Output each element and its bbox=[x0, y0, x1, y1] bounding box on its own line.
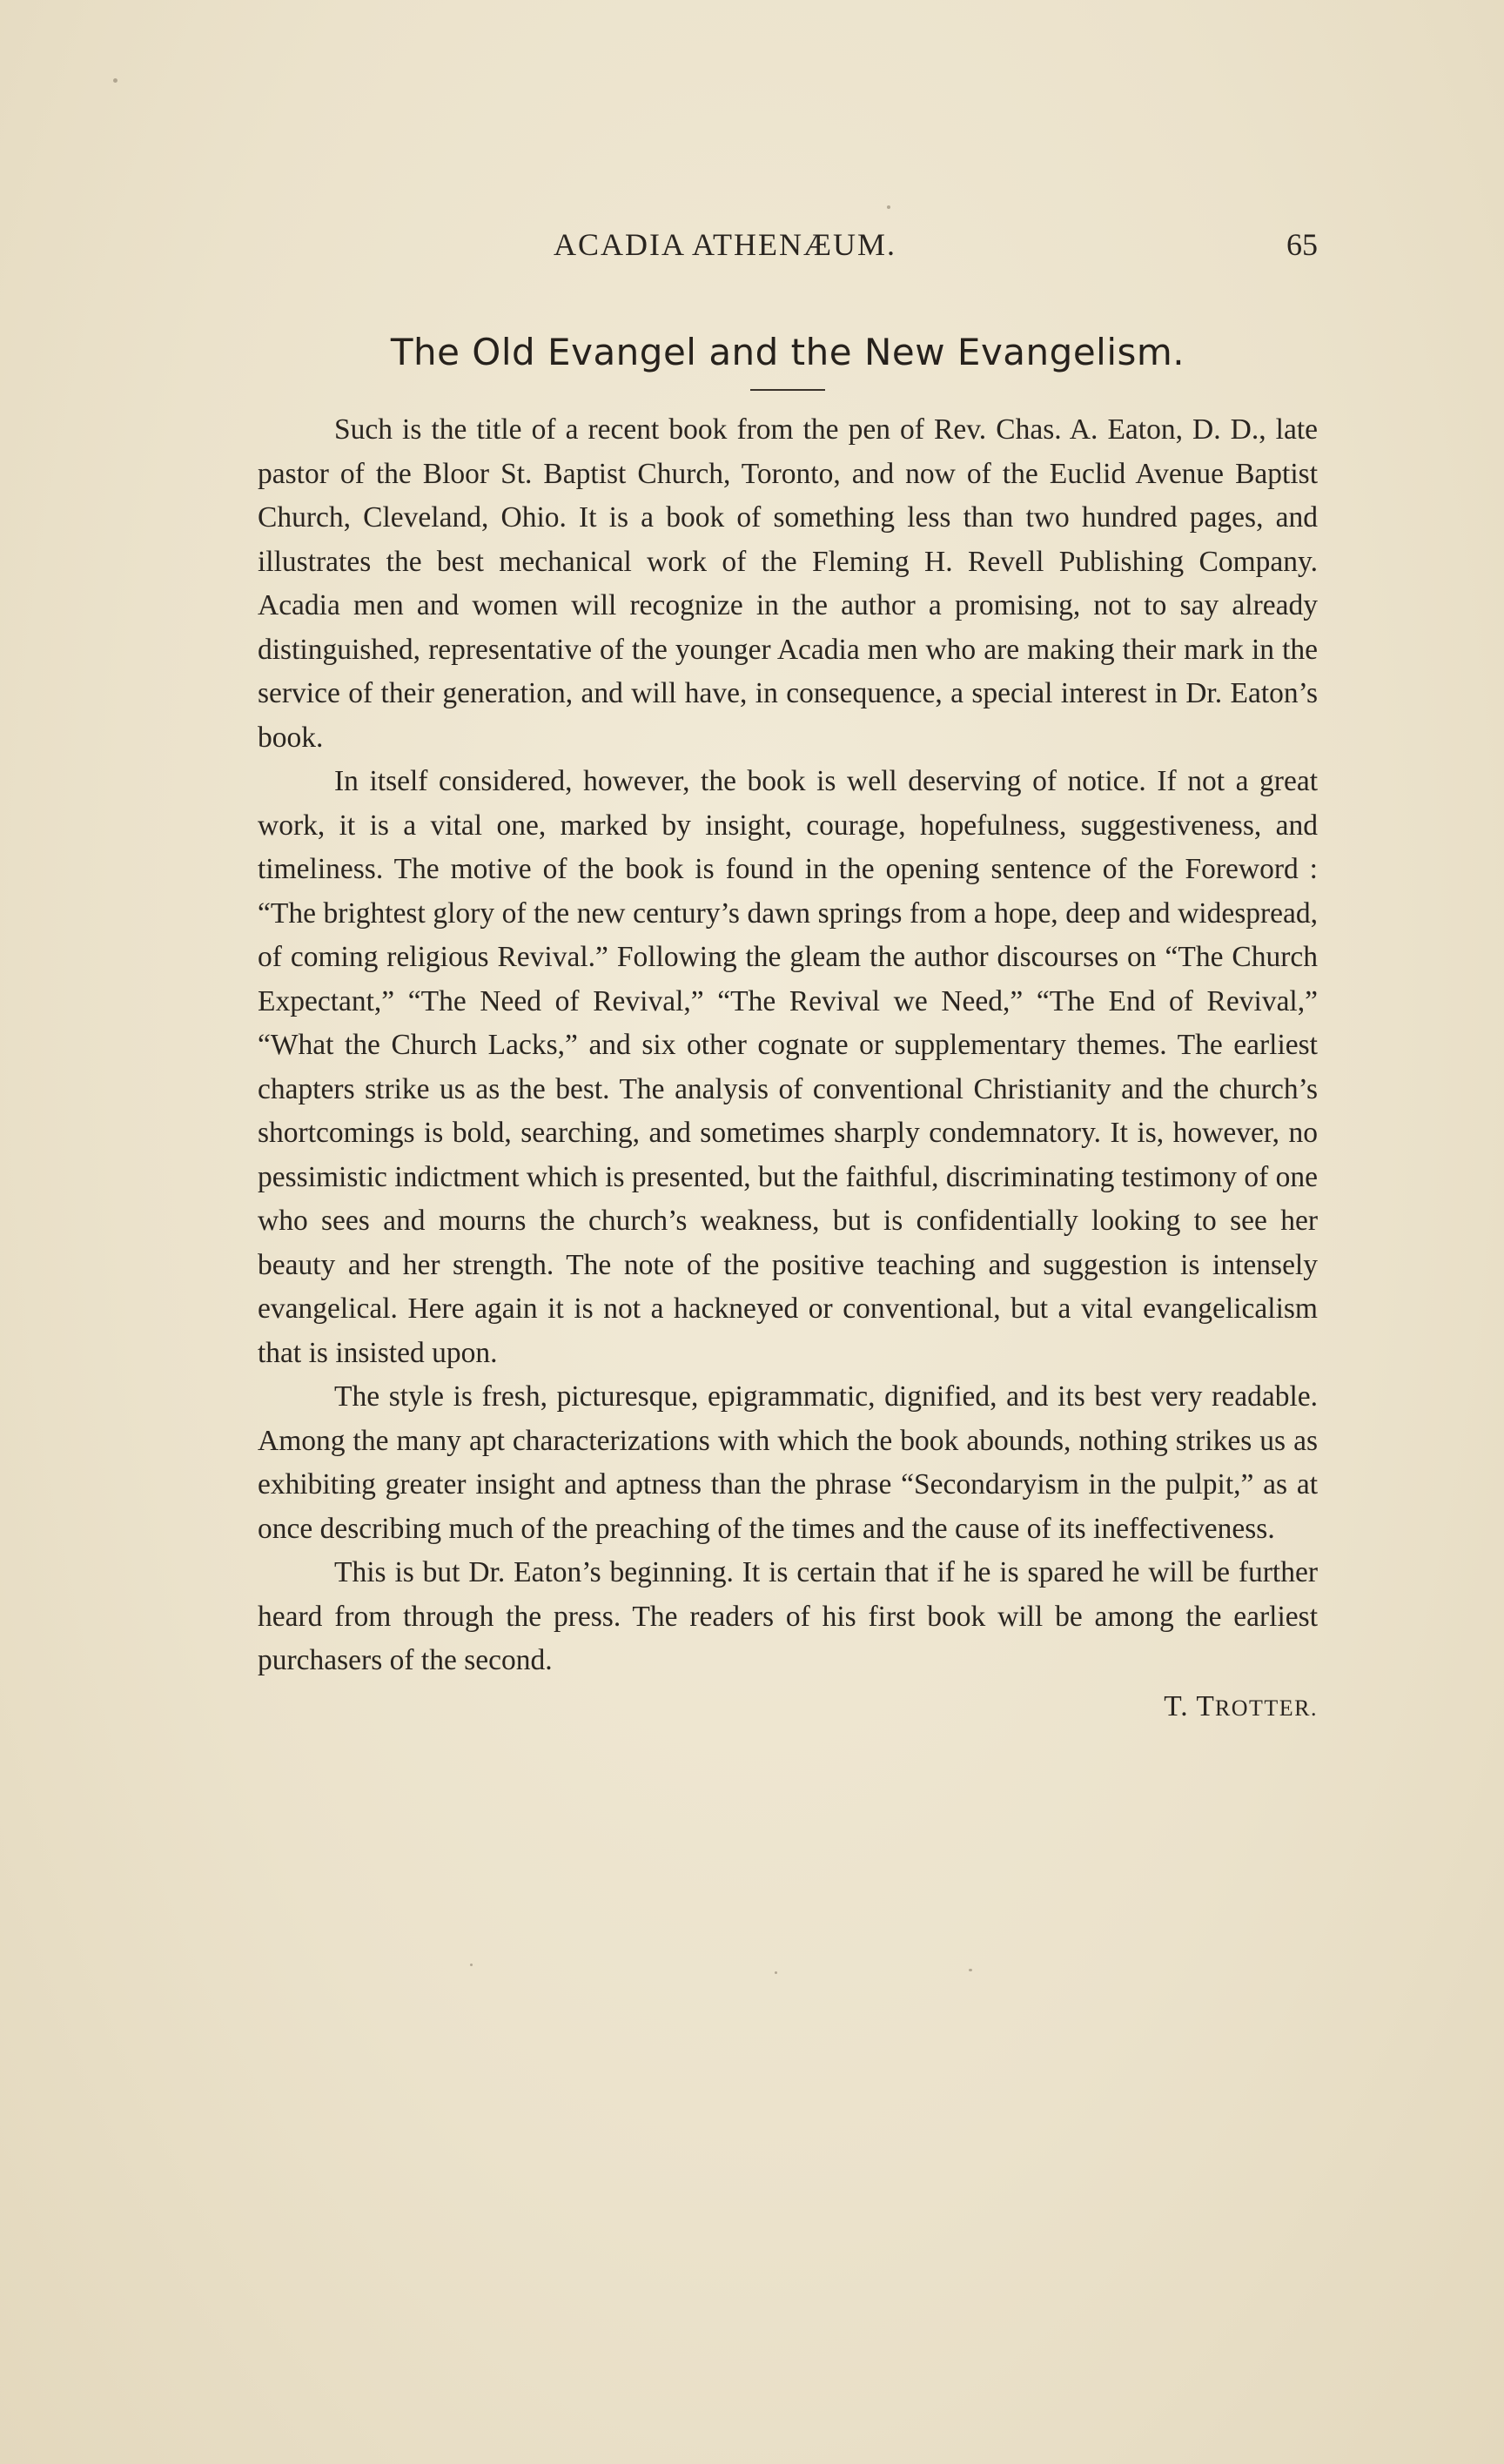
paper-speck bbox=[887, 205, 890, 209]
paper-speck bbox=[113, 78, 118, 83]
signature-initial: T. T bbox=[1164, 1689, 1215, 1722]
page bbox=[258, 226, 1318, 1730]
paragraph-4: This is but Dr. Eaton’s beginning. It is certain that if he is spared he will be further heard from through the press. The readers of his first book will be among the earliest purchasers of the second. bbox=[258, 1556, 1318, 1676]
author-signature bbox=[258, 1685, 1318, 1731]
article-body bbox=[258, 408, 1318, 1683]
page-number: 65 bbox=[1286, 227, 1318, 262]
running-title: ACADIA ATHENÆUM. bbox=[554, 227, 897, 262]
signature-surname: ROTTER. bbox=[1214, 1695, 1318, 1721]
paper-speck bbox=[775, 1971, 777, 1974]
article-title: The Old Evangel and the New Evangelism. bbox=[390, 331, 1185, 373]
running-head bbox=[258, 226, 1318, 279]
paper-speck bbox=[470, 1964, 473, 1966]
paper-speck bbox=[969, 1969, 972, 1971]
title-rule bbox=[750, 389, 825, 391]
paragraph-3: The style is fresh, picturesque, epigrammatic, dignified, and its best very readable. Among the many apt characterizations with which the book abounds, nothing strikes us as exhibiting greater insight and aptness than the phrase “Secondaryism in the pulpit,” as at once describing much of the preaching of the times and the cause of its ineffectiveness. bbox=[258, 1380, 1318, 1545]
paragraph-2: In itself considered, however, the book is well deserving of notice. If not a great work, it is a vital one, marked by insight, courage, hopefulness, suggestiveness, and timeliness. The motive of the book is found in the opening sentence of the Foreword : “The brightest glory of the new century’s dawn springs from a hope, deep and widespread, of coming religious Revival.” Following the gleam the author discourses on “The Church Expectant,” “The Need of Revival,” “The Revival we Need,” “The End of Revival,” “What the Church Lacks,” and six other cognate or supplementary themes. The earliest chapters strike us as the best. The analysis of conventional Christianity and the church’s shortcomings is bold, searching, and sometimes sharply condemnatory. It is, however, no pessimistic indictment which is presented, but the faithful, discriminating testimony of one who sees and mourns the church’s weakness, but is confidentially looking to see her beauty and her strength. The note of the positive teaching and suggestion is intensely evangelical. Here again it is not a hackneyed or conventional, but a vital evangelicalism that is insisted upon. bbox=[258, 765, 1318, 1369]
paragraph-1: Such is the title of a recent book from the pen of Rev. Chas. A. Eaton, D. D., late pastor of the Bloor St. Baptist Church, Toronto, and now of the Euclid Avenue Baptist Church, Cleveland, Ohio. It is a book of something less than two hundred pages, and illustrates the best mechanical work of the Fleming H. Revell Publishing Company. Acadia men and women will recognize in the author a promising, not to say already distinguished, representative of the younger Acadia men who are making their mark in the service of their generation, and will have, in consequence, a special interest in Dr. Eaton’s book. bbox=[258, 413, 1318, 754]
